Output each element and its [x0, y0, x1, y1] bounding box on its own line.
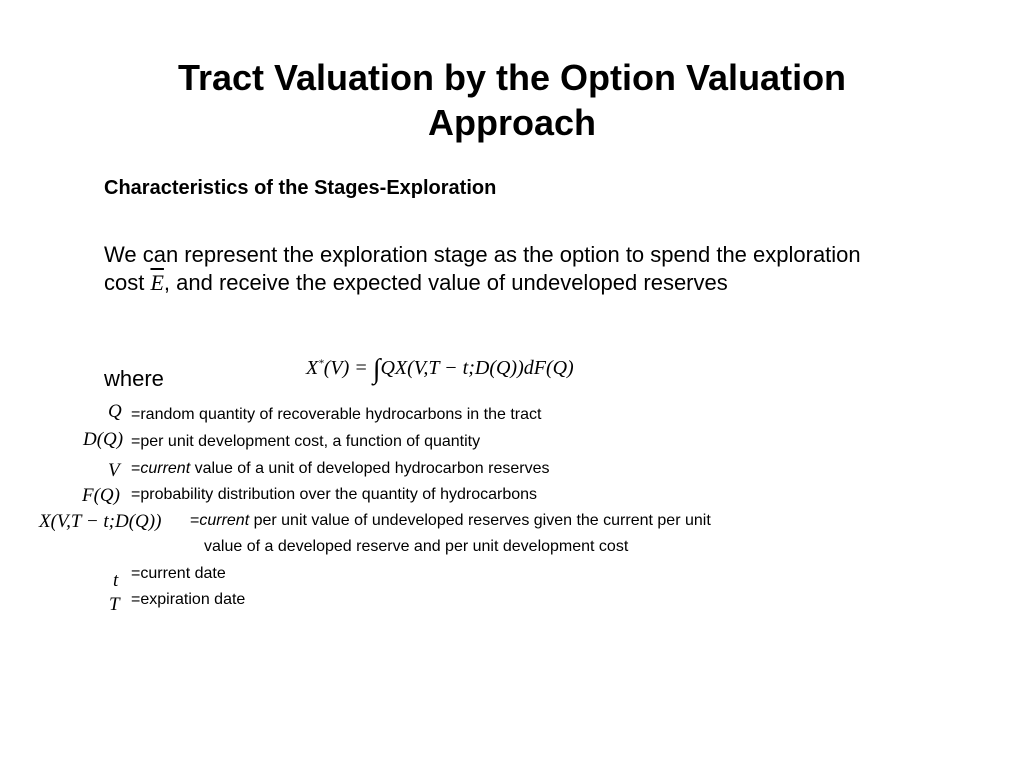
- definition-text-x-continuation: value of a developed reserve and per unit development cost: [204, 538, 629, 555]
- formula-lhs-arg: (V) =: [323, 357, 373, 379]
- definition-text-fq: =probability distribution over the quantity of hydrocarbons: [131, 486, 538, 503]
- formula-lhs: X: [306, 357, 319, 379]
- definition-text-t-upper: =expiration date: [131, 591, 246, 608]
- paragraph-text-2: , and receive the expected value of undeveloped reserves: [163, 270, 728, 295]
- definition-symbol-x: X(V,T − t;D(Q)): [39, 511, 162, 532]
- definition-symbol-fq: F(Q): [82, 485, 120, 506]
- paragraph-text-1: We can represent the exploration stage as the option to spend the exploration cost: [104, 242, 861, 295]
- definition-symbol-t-upper: T: [109, 594, 120, 615]
- slide-title: Tract Valuation by the Option Valuation Approach: [177, 57, 847, 143]
- definition-text-dq: =per unit development cost, a function of quantity: [131, 433, 481, 450]
- definition-symbol-q: Q: [108, 401, 122, 422]
- definition-text-t-lower: =current date: [131, 565, 226, 582]
- where-label: where: [104, 366, 164, 391]
- formula-rhs: QX(V,T − t;D(Q))dF(Q): [380, 357, 574, 379]
- exploration-cost-symbol: $\overline{E}$: [150, 270, 164, 295]
- definition-symbol-dq: D(Q): [83, 429, 124, 450]
- definition-symbol-v: V: [108, 460, 120, 481]
- definition-text-x: =current per unit value of undeveloped reserves given the current per unit: [190, 512, 711, 529]
- formula-star: *: [318, 357, 324, 370]
- definition-text-v: =current value of a unit of developed hydrocarbon reserves: [131, 460, 550, 477]
- section-subheading: Characteristics of the Stages-Exploration: [104, 177, 497, 199]
- definition-symbol-t-lower: t: [113, 570, 119, 591]
- integral-sign: ∫: [372, 354, 381, 385]
- definition-text-q: =random quantity of recoverable hydrocarbons in the tract: [131, 406, 542, 423]
